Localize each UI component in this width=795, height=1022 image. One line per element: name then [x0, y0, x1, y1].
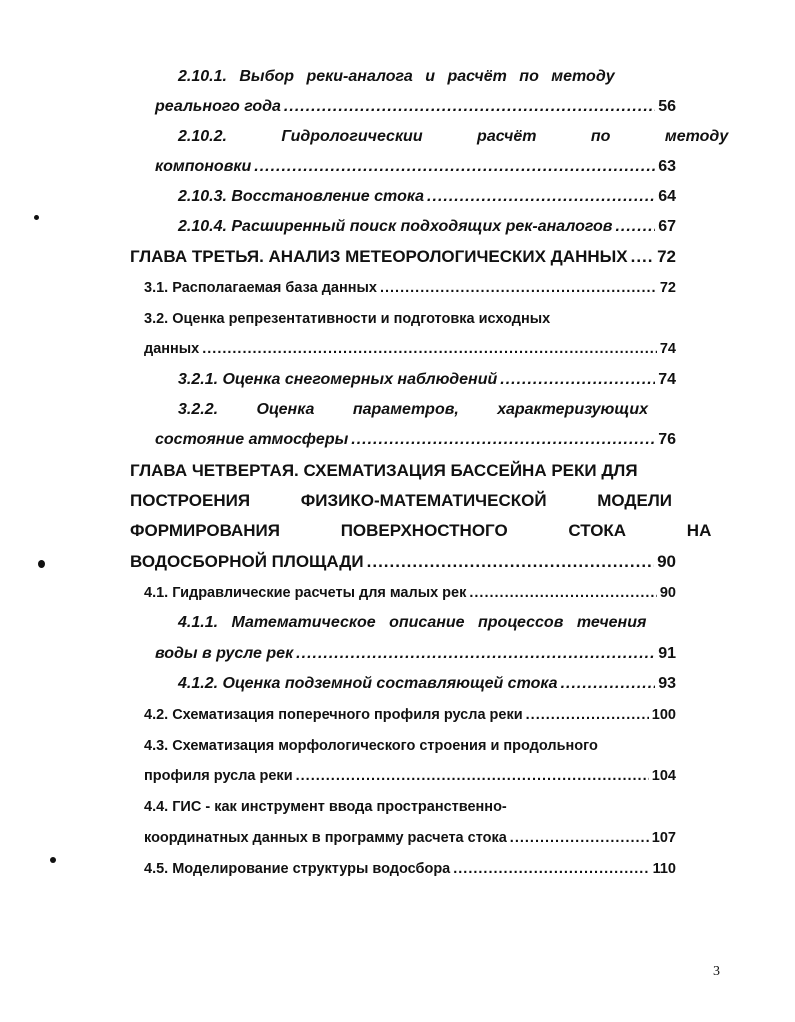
- toc-page-number: 90: [659, 585, 676, 601]
- toc-page-number: 56: [658, 98, 676, 115]
- toc-entry-4-1-1-line1: [178, 613, 676, 633]
- toc-entry-text: ФОРМИРОВАНИЯ ПОВЕРХНОСТНОГО СТОКА НА: [130, 521, 712, 540]
- leader-dots: [427, 187, 655, 207]
- toc-page-number: 74: [659, 341, 676, 357]
- toc-entry-text: 2.10.1. Выбор реки-аналога и расчёт по методу: [178, 68, 615, 85]
- scan-mark: [50, 857, 56, 863]
- toc-entry-4-1: [144, 583, 676, 603]
- toc-entry-2-10-2-line2: [155, 157, 676, 177]
- toc-entry-text: реального года: [155, 98, 281, 115]
- scan-mark: [34, 215, 39, 220]
- toc-page-number: 90: [657, 552, 676, 571]
- toc-page-number: 63: [658, 158, 676, 175]
- toc-entry-4-2: [144, 705, 676, 725]
- toc-chapter-4-line2: [130, 491, 676, 511]
- toc-entry-4-4-line2: [144, 828, 676, 848]
- toc-entry-text: 2.10.2. Гидрологическии расчёт по методу: [178, 128, 729, 145]
- toc-entry-2-10-3: [178, 187, 676, 207]
- toc-entry-text: 3.2. Оценка репрезентативности и подготовка исходных: [144, 311, 551, 327]
- leader-dots: [367, 552, 654, 572]
- toc-entry-text: координатных данных в программу расчета стока: [144, 830, 507, 846]
- leader-dots: [380, 278, 657, 298]
- toc-entry-4-3-line1: [144, 736, 598, 756]
- leader-dots: [526, 705, 649, 725]
- toc-page-number: 72: [657, 247, 676, 266]
- toc-entry-4-1-1-line2: [155, 644, 676, 664]
- toc-entry-text: 4.1.2. Оценка подземной составляющей стока: [178, 675, 558, 692]
- toc-entry-4-4-line1: [144, 797, 507, 817]
- toc-entry-text: ВОДОСБОРНОЙ ПЛОЩАДИ: [130, 552, 364, 571]
- toc-entry-text: 3.2.2. Оценка параметров, характеризующих: [178, 401, 649, 418]
- toc-entry-text: 4.1.1. Математическое описание процессов течения: [178, 614, 647, 631]
- toc-chapter-4-line4: [130, 552, 676, 572]
- leader-dots: [469, 583, 656, 603]
- toc-entry-2-10-1-line2: [155, 97, 676, 117]
- toc-page-number: 100: [651, 707, 676, 723]
- scan-mark: [38, 560, 45, 568]
- toc-chapter-4-line1: [130, 461, 638, 481]
- toc-chapter-4-line3: [130, 521, 712, 541]
- toc-page-number: 91: [658, 645, 676, 662]
- leader-dots: [254, 157, 655, 177]
- leader-dots: [500, 370, 655, 390]
- toc-entry-3-2-1: [178, 370, 676, 390]
- toc-entry-text: компоновки: [155, 158, 252, 175]
- toc-entry-text: 2.10.4. Расширенный поиск подходящих рек-аналогов: [178, 218, 613, 235]
- toc-entry-3-2-2-line2: [155, 430, 676, 450]
- toc-entry-4-1-2: [178, 674, 676, 694]
- toc-page-number: 93: [658, 675, 676, 692]
- toc-entry-text: 4.5. Моделирование структуры водосбора: [144, 861, 451, 877]
- toc-entry-text: 3.1. Располагаемая база данных: [144, 280, 377, 296]
- toc-chapter-3: [130, 247, 676, 267]
- leader-dots: [351, 430, 655, 450]
- leader-dots: [202, 339, 657, 359]
- toc-entry-text: данных: [144, 341, 200, 357]
- toc-entry-4-5: [144, 859, 676, 879]
- toc-page-number: 67: [658, 218, 676, 235]
- toc-entry-text: ГЛАВА ТРЕТЬЯ. АНАЛИЗ МЕТЕОРОЛОГИЧЕСКИХ ДАННЫХ: [130, 247, 628, 266]
- toc-page-number: 72: [659, 280, 676, 296]
- toc-entry-text: 4.3. Схематизация морфологического строения и продольного: [144, 738, 598, 754]
- toc-entry-text: 3.2.1. Оценка снегомерных наблюдений: [178, 371, 498, 388]
- toc-entry-text: ГЛАВА ЧЕТВЕРТАЯ. СХЕМАТИЗАЦИЯ БАССЕЙНА РЕКИ ДЛЯ: [130, 461, 638, 480]
- toc-page-number: 64: [658, 188, 676, 205]
- page-number: 3: [713, 964, 720, 979]
- leader-dots: [631, 247, 654, 267]
- toc-entry-text: профиля русла реки: [144, 768, 293, 784]
- leader-dots: [510, 828, 649, 848]
- toc-entry-text: 4.2. Схематизация поперечного профиля русла реки: [144, 707, 523, 723]
- leader-dots: [296, 644, 655, 664]
- toc-entry-text: состояние атмосферы: [155, 431, 349, 448]
- toc-page-number: 110: [652, 861, 676, 877]
- toc-page-number: 74: [658, 371, 676, 388]
- toc-entry-text: воды в русле рек: [155, 645, 294, 662]
- toc-entry-3-2-2-line1: [178, 400, 676, 420]
- toc-entry-3-2-line1: [144, 309, 550, 329]
- leader-dots: [561, 674, 656, 694]
- toc-entry-text: ПОСТРОЕНИЯ ФИЗИКО-МАТЕМАТИЧЕСКОЙ МОДЕЛИ: [130, 491, 673, 510]
- toc-entry-3-2-line2: [144, 339, 676, 359]
- leader-dots: [615, 217, 655, 237]
- leader-dots: [453, 859, 649, 879]
- toc-entry-text: 4.4. ГИС - как инструмент ввода пространственно-: [144, 799, 507, 815]
- toc-page-number: 76: [658, 431, 676, 448]
- toc-page-number: 107: [651, 830, 676, 846]
- toc-entry-2-10-4: [178, 217, 676, 237]
- toc-entry-text: 2.10.3. Восстановление стока: [178, 188, 425, 205]
- toc-page-number: 104: [651, 768, 676, 784]
- toc-entry-4-3-line2: [144, 766, 676, 786]
- toc-entry-2-10-1-line1: [178, 67, 615, 87]
- toc-entry-text: 4.1. Гидравлические расчеты для малых рек: [144, 585, 467, 601]
- leader-dots: [284, 97, 655, 117]
- toc-entry-3-1: [144, 278, 676, 298]
- leader-dots: [296, 766, 649, 786]
- toc-entry-2-10-2-line1: [178, 127, 729, 147]
